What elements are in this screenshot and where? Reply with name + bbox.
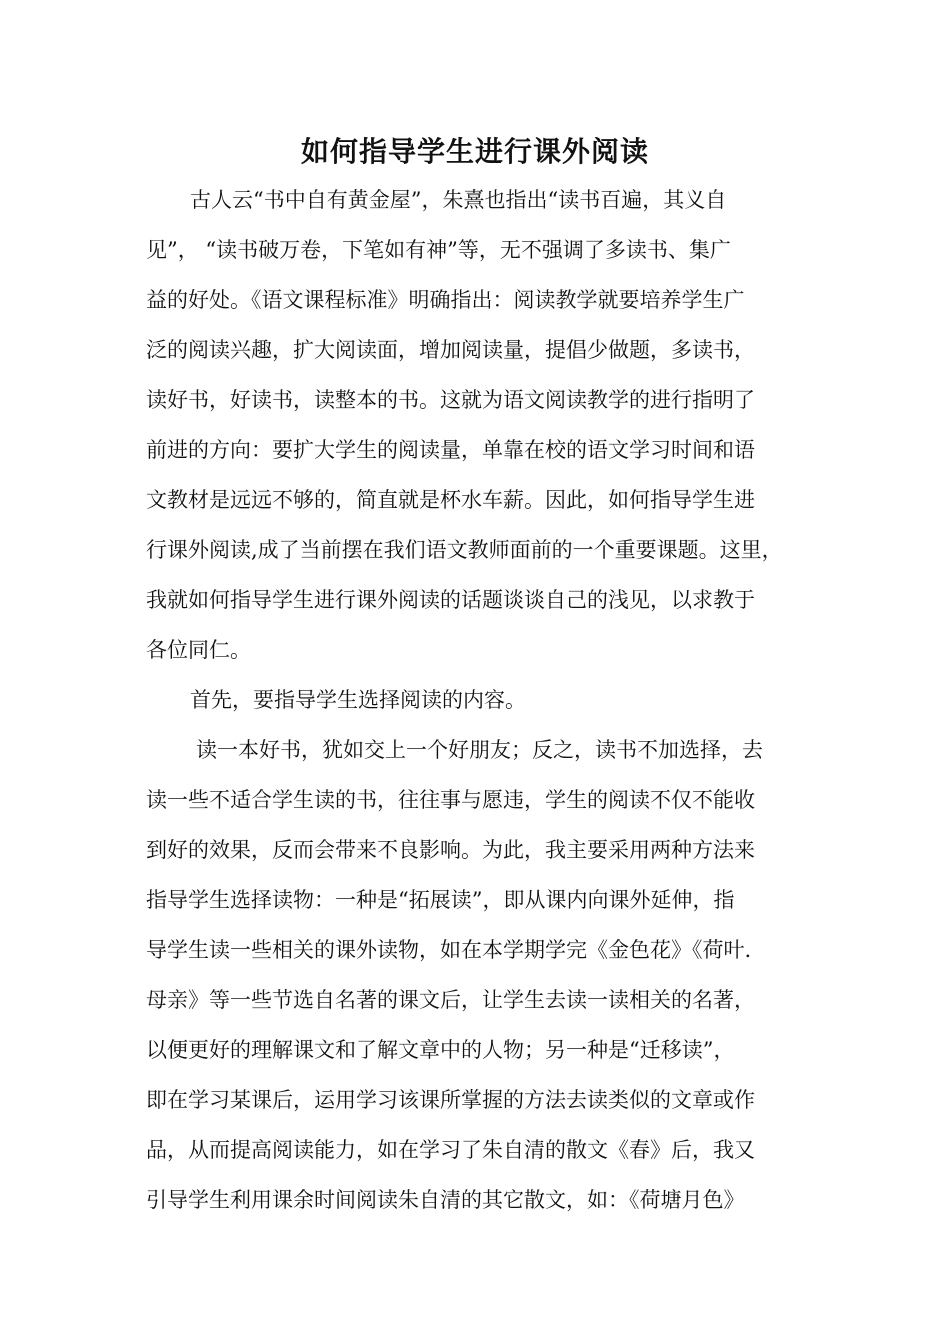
text-line: 文教材是远远不够的，简直就是杯水车薪。因此，如何指导学生进 [146,488,755,512]
text-line: 母亲》等一些节选自名著的课文后，让学生去读一读相关的名著， [146,988,755,1012]
text-line: 指导学生选择读物：一种是“拓展读”，即从课内向课外延伸，指 [146,888,735,912]
document-title: 如何指导学生进行课外阅读 [300,135,649,168]
text-line: 即在学习某课后，运用学习该课所掌握的方法去读类似的文章或作 [146,1088,755,1112]
text-line: 益的好处。《语文课程标准》明确指出：阅读教学就要培养学生广 [146,288,745,312]
text-line: 到好的效果，反而会带来不良影响。为此，我主要采用两种方法来 [146,838,755,862]
text-line: 读一本好书，犹如交上一个好朋友；反之，读书不加选择，去 [196,738,763,762]
text-line: 读好书，好读书，读整本的书。这就为语文阅读教学的进行指明了 [146,388,755,412]
text-line: 各位同仁。 [146,638,251,662]
text-line: 前进的方向：要扩大学生的阅读量，单靠在校的语文学习时间和语 [146,438,755,462]
text-line: 行课外阅读,成了当前摆在我们语文教师面前的一个重要课题。这里， [146,538,783,562]
section-heading: 首先，要指导学生选择阅读的内容。 [190,688,526,712]
text-line: 泛的阅读兴趣，扩大阅读面，增加阅读量，提倡少做题，多读书， [146,338,755,362]
text-line: 品，从而提高阅读能力，如在学习了朱自清的散文《春》后，我又 [146,1138,755,1162]
text-line: 以便更好的理解课文和了解文章中的人物；另一种是“迁移读”， [146,1038,735,1062]
text-line: 我就如何指导学生进行课外阅读的话题谈谈自己的浅见，以求教于 [146,588,755,612]
text-line: 古人云“书中自有黄金屋”，朱熹也指出“读书百遍，其义自 [190,188,727,212]
text-line: 引导学生利用课余时间阅读朱自清的其它散文，如：《荷塘月色》 [146,1188,745,1212]
text-line: 读一些不适合学生读的书，往往事与愿违，学生的阅读不仅不能收 [146,788,755,812]
text-line: 导学生读一些相关的课外读物，如在本学期学完《金色花》《荷叶. [146,938,752,962]
text-line: 见”， “读书破万卷，下笔如有神”等，无不强调了多读书、集广 [146,238,731,262]
